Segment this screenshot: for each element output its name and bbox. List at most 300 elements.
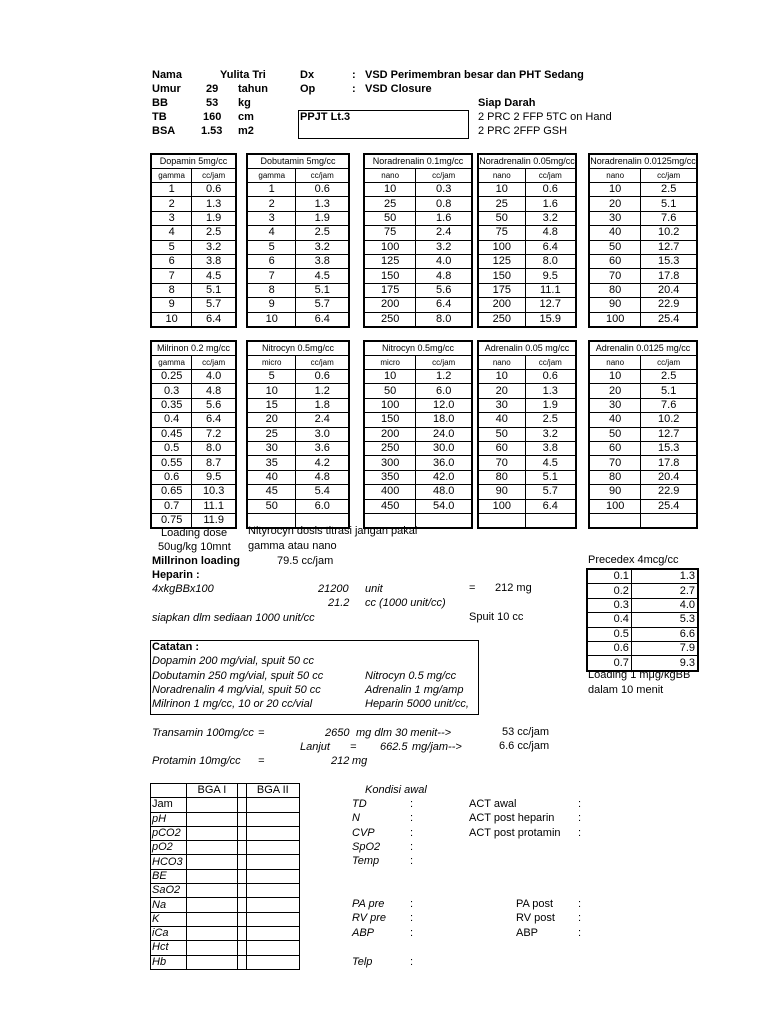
bga-spacer: [237, 826, 246, 840]
dose-cell: 70: [478, 456, 525, 470]
table-row: [364, 413, 472, 427]
protamin-unit: mg: [352, 755, 368, 767]
bga-cell[interactable]: [187, 884, 237, 898]
dose-cell: 100: [478, 240, 525, 254]
precedex-dose: 0.5: [587, 627, 631, 641]
rate-cell: 6.4: [296, 312, 349, 327]
dose-cell: 0.25: [151, 370, 192, 384]
dose-cell: 10: [364, 370, 416, 384]
rate-cell: 2.5: [525, 413, 576, 427]
bga-cell[interactable]: [246, 869, 299, 883]
table-row: [587, 598, 698, 612]
heparin-cc: 21.2: [328, 597, 350, 609]
table-row: [589, 226, 697, 240]
bga-cell[interactable]: [187, 898, 237, 912]
bga-spacer: [237, 898, 246, 912]
rate-cell: 1.2: [416, 370, 472, 384]
dose-cell: 15: [247, 398, 296, 412]
rate-cell: 1.6: [416, 211, 472, 225]
table-row: [589, 211, 697, 225]
dose-cell: [478, 513, 525, 528]
rate-cell: 2.4: [296, 413, 349, 427]
rate-cell: 1.3: [296, 197, 349, 211]
act-label: ACT post heparin: [469, 812, 555, 825]
siapkan-note: siapkan dlm sediaan 1000 unit/cc: [152, 612, 315, 624]
dose-cell: 300: [364, 456, 416, 470]
dose-cell: 3: [151, 211, 192, 225]
dose-cell: 400: [364, 485, 416, 499]
table-row: [151, 499, 236, 513]
bga-cell[interactable]: [246, 855, 299, 869]
rate-cell: 2.4: [416, 226, 472, 240]
precedex-dose: 0.6: [587, 641, 631, 655]
rate-cell: 36.0: [416, 456, 472, 470]
table-row: [151, 912, 300, 926]
rate-cell: 5.7: [296, 298, 349, 312]
tb-unit: cm: [238, 111, 254, 123]
table-row: [589, 398, 697, 412]
table-row: [364, 226, 472, 240]
rate-cell: 5.6: [416, 283, 472, 297]
bga-spacer: [237, 798, 246, 812]
rate-cell: 9.5: [192, 470, 236, 484]
dose-cell: 20: [247, 413, 296, 427]
bga-cell[interactable]: [246, 955, 299, 969]
table-row: [247, 456, 349, 470]
dose-col-header: gamma: [247, 169, 296, 183]
dose-cell: 0.45: [151, 427, 192, 441]
dose-table-title: Adrenalin 0.05 mg/cc: [478, 341, 576, 356]
rate-cell: 4.5: [192, 269, 236, 283]
bga-cell[interactable]: [246, 912, 299, 926]
table-row: [478, 254, 576, 268]
bga-cell[interactable]: [187, 812, 237, 826]
table-row: [247, 398, 349, 412]
bga-param-label: SaO2: [151, 884, 187, 898]
dose-cell: 50: [478, 427, 525, 441]
dose-cell: 5: [247, 240, 296, 254]
bga-spacer: [237, 812, 246, 826]
rate-cell: 1.2: [296, 384, 349, 398]
pa-pre-label: RV pre: [352, 912, 387, 925]
kondisi-param: Temp: [352, 855, 380, 868]
catatan-left-3: Milrinon 1 mg/cc, 10 or 20 cc/vial: [152, 698, 313, 710]
dose-cell: 90: [589, 485, 641, 499]
loading-dose-1: Loading dose: [161, 527, 228, 539]
rate-cell: 1.9: [192, 211, 236, 225]
act-colon: :: [578, 826, 582, 839]
bsa-label: BSA: [152, 125, 176, 137]
rate-cell: 3.0: [296, 427, 349, 441]
bga-cell[interactable]: [187, 941, 237, 955]
table-row: [364, 254, 472, 268]
precedex-rate: 2.7: [631, 584, 698, 598]
table-row: [151, 211, 236, 225]
rate-cell: [416, 513, 472, 528]
rate-cell: 1.6: [525, 197, 576, 211]
dose-cell: 6: [247, 254, 296, 268]
kondisi-colon: :: [410, 840, 414, 853]
dose-table-title: Dobutamin 5mg/cc: [247, 154, 349, 169]
bga-cell[interactable]: [187, 855, 237, 869]
loading-dose-2: 50ug/kg 10mnt: [158, 541, 231, 553]
table-row: [478, 298, 576, 312]
dose-cell: 150: [364, 413, 416, 427]
catatan-right-2: Heparin 5000 unit/cc,: [365, 698, 469, 710]
dose-cell: 250: [364, 312, 416, 327]
rate-cell: 3.2: [192, 240, 236, 254]
table-row: [247, 485, 349, 499]
precedex-dose: 0.3: [587, 598, 631, 612]
dose-cell: 125: [478, 254, 525, 268]
table-row: [364, 211, 472, 225]
precedex-dose: 0.4: [587, 613, 631, 627]
rate-cell: 4.0: [192, 370, 236, 384]
dose-cell: 200: [364, 298, 416, 312]
rate-cell: 4.5: [296, 269, 349, 283]
dose-table-noradrenalin-005: [477, 153, 577, 328]
table-row: [247, 370, 349, 384]
siap-darah-1: 2 PRC 2 FFP 5TC on Hand: [478, 111, 612, 123]
table-row: [151, 441, 236, 455]
dose-table-title: Noradrenalin 0.0125mg/cc: [589, 154, 697, 169]
rate-cell: 0.6: [296, 183, 349, 197]
table-row: [151, 470, 236, 484]
table-row: [151, 298, 236, 312]
rate-cell: 7.2: [192, 427, 236, 441]
table-row: [589, 298, 697, 312]
dose-cell: 50: [364, 384, 416, 398]
dose-cell: 5: [247, 370, 296, 384]
bga-cell[interactable]: [187, 826, 237, 840]
dose-cell: 4: [151, 226, 192, 240]
table-row: [589, 441, 697, 455]
dose-cell: 175: [478, 283, 525, 297]
rate-cell: 1.8: [296, 398, 349, 412]
lanjut-eq: =: [350, 741, 357, 753]
table-row: [364, 485, 472, 499]
table-row: [151, 955, 300, 969]
ward-label: PPJT Lt.3: [300, 111, 351, 123]
lanjut-rate: 6.6 cc/jam: [499, 740, 550, 752]
rate-cell: [525, 513, 576, 528]
rate-cell: 9.5: [525, 269, 576, 283]
rate-cell: 8.0: [192, 441, 236, 455]
pa-post-colon: :: [578, 926, 582, 939]
table-row: [587, 627, 698, 641]
table-row: [364, 312, 472, 327]
dose-cell: 1: [151, 183, 192, 197]
bga-param-label: HCO3: [151, 855, 187, 869]
rate-cell: 2.5: [641, 370, 697, 384]
rate-cell: 4.8: [416, 269, 472, 283]
table-row: [589, 197, 697, 211]
heparin-value: 21200: [318, 583, 349, 595]
dose-cell: 2: [247, 197, 296, 211]
table-row: [589, 370, 697, 384]
precedex-rate: 1.3: [631, 569, 698, 584]
dose-cell: 250: [364, 441, 416, 455]
table-row: [364, 298, 472, 312]
rate-cell: 3.2: [525, 427, 576, 441]
dose-cell: 60: [589, 254, 641, 268]
bga-param-label: iCa: [151, 926, 187, 940]
dose-cell: 60: [478, 441, 525, 455]
rate-cell: 10.2: [641, 226, 697, 240]
catatan-left-2: Noradrenalin 4 mg/vial, spuit 50 cc: [152, 684, 321, 696]
rate-cell: 0.6: [192, 183, 236, 197]
rate-cell: 3.2: [296, 240, 349, 254]
bga-cell[interactable]: [246, 826, 299, 840]
kondisi-param: TD: [352, 798, 367, 810]
table-row: [587, 613, 698, 627]
heparin-cc-unit: cc (1000 unit/cc): [365, 597, 446, 609]
precedex-dose: 0.7: [587, 656, 631, 671]
rate-cell: 5.4: [296, 485, 349, 499]
table-row: [247, 211, 349, 225]
rate-cell: 4.2: [296, 456, 349, 470]
dose-table-nitrocyn-a: [246, 340, 350, 529]
bb-label: BB: [152, 97, 168, 109]
dose-cell: 0.3: [151, 384, 192, 398]
rate-cell: 7.6: [641, 211, 697, 225]
catatan-left-0: Dopamin 200 mg/vial, spuit 50 cc: [152, 655, 315, 667]
dose-cell: 0.55: [151, 456, 192, 470]
table-row: [247, 298, 349, 312]
rate-cell: 1.9: [525, 398, 576, 412]
bga-cell[interactable]: [246, 926, 299, 940]
lanjut-desc: mg/jam-->: [412, 741, 462, 753]
dose-cell: 100: [478, 499, 525, 513]
dose-cell: 150: [478, 269, 525, 283]
bga-spacer: [237, 912, 246, 926]
bsa-value: 1.53: [201, 125, 223, 137]
dose-cell: 40: [478, 413, 525, 427]
bga-spacer: [237, 869, 246, 883]
dose-cell: 90: [589, 298, 641, 312]
pa-post-label: ABP: [516, 926, 539, 939]
dose-cell: 20: [589, 197, 641, 211]
dose-cell: 30: [589, 211, 641, 225]
rate-cell: 1.3: [192, 197, 236, 211]
rate-cell: 5.1: [296, 283, 349, 297]
dose-cell: [589, 513, 641, 528]
table-row: [364, 183, 472, 197]
dose-cell: 250: [478, 312, 525, 327]
rate-cell: 4.0: [416, 254, 472, 268]
table-row: [589, 485, 697, 499]
table-row: [151, 283, 236, 297]
dose-cell: 0.4: [151, 413, 192, 427]
dose-col-header: cc/jam: [296, 356, 349, 370]
rate-cell: 2.5: [296, 226, 349, 240]
dose-cell: 2: [151, 197, 192, 211]
transamin-eq: =: [258, 727, 265, 739]
nama-value: Yulita Tri: [220, 69, 266, 81]
bga-cell[interactable]: [246, 941, 299, 955]
precedex-table: [586, 568, 699, 672]
rate-cell: 3.8: [525, 441, 576, 455]
lanjut-label: Lanjut: [300, 741, 330, 753]
dose-cell: 3: [247, 211, 296, 225]
rate-cell: 11.9: [192, 513, 236, 528]
bga-cell[interactable]: [246, 898, 299, 912]
dose-cell: 10: [364, 183, 416, 197]
dose-col-header: nano: [589, 169, 641, 183]
rate-cell: 15.3: [641, 441, 697, 455]
rate-cell: 4.8: [296, 470, 349, 484]
dose-cell: 100: [364, 240, 416, 254]
table-row: [247, 240, 349, 254]
table-row: [589, 183, 697, 197]
bga-cell[interactable]: [187, 912, 237, 926]
dose-cell: 80: [478, 470, 525, 484]
bga-param-label: pH: [151, 812, 187, 826]
rate-cell: 22.9: [641, 485, 697, 499]
table-row: [151, 826, 300, 840]
rate-cell: 25.4: [641, 499, 697, 513]
bga-cell[interactable]: [187, 798, 237, 812]
table-row: [151, 841, 300, 855]
bga-cell[interactable]: [187, 955, 237, 969]
table-row: [589, 427, 697, 441]
table-row: [478, 240, 576, 254]
rate-cell: 20.4: [641, 283, 697, 297]
transamin-value: 2650: [325, 727, 350, 739]
bga-spacer: [237, 926, 246, 940]
bga-param-label: BE: [151, 869, 187, 883]
dose-col-header: gamma: [151, 356, 192, 370]
dose-cell: 70: [589, 456, 641, 470]
table-row: [151, 456, 236, 470]
siap-darah-label: Siap Darah: [478, 97, 536, 109]
dose-table-noradrenalin-00125: [588, 153, 698, 328]
precedex-rate: 7.9: [631, 641, 698, 655]
table-row: [151, 226, 236, 240]
dose-cell: 50: [478, 211, 525, 225]
bga-param-label: K: [151, 912, 187, 926]
catatan-right-0: Nitrocyn 0.5 mg/cc: [365, 670, 457, 682]
dose-cell: 20: [589, 384, 641, 398]
nitro-note-2: gamma atau nano: [248, 540, 337, 552]
dose-table-adrenalin-00125: [588, 340, 698, 529]
dose-cell: 0.7: [151, 499, 192, 513]
table-row: [151, 197, 236, 211]
dose-cell: 0.75: [151, 513, 192, 528]
table-row: [587, 641, 698, 655]
milrinon-loading-label: Millrinon loading: [152, 555, 240, 567]
dose-col-header: cc/jam: [296, 169, 349, 183]
rate-cell: 0.3: [416, 183, 472, 197]
heparin-equals: =: [469, 582, 476, 594]
rate-cell: 25.4: [641, 312, 697, 327]
bga-cell[interactable]: [187, 869, 237, 883]
dose-table-title: Noradrenalin 0.1mg/cc: [364, 154, 472, 169]
bga-cell[interactable]: [187, 926, 237, 940]
bga-cell[interactable]: [246, 841, 299, 855]
telp-colon: :: [410, 956, 414, 968]
rate-cell: 6.4: [416, 298, 472, 312]
bga-cell[interactable]: [246, 798, 299, 812]
table-row: [247, 283, 349, 297]
dose-cell: 200: [478, 298, 525, 312]
table-row: [247, 254, 349, 268]
rate-cell: 20.4: [641, 470, 697, 484]
rate-cell: 5.7: [192, 298, 236, 312]
table-row: [364, 470, 472, 484]
rate-cell: 1.3: [525, 384, 576, 398]
dose-cell: 50: [589, 427, 641, 441]
dose-cell: 80: [589, 470, 641, 484]
table-row: [478, 370, 576, 384]
table-row: [151, 812, 300, 826]
rate-cell: 5.7: [525, 485, 576, 499]
rate-cell: 5.1: [641, 384, 697, 398]
dose-table-title: Adrenalin 0.0125 mg/cc: [589, 341, 697, 356]
bga-spacer: [237, 784, 246, 798]
dose-cell: 30: [478, 398, 525, 412]
bga-cell[interactable]: [246, 812, 299, 826]
kondisi-param: CVP: [352, 826, 375, 839]
bga-col1-header: BGA I: [187, 784, 237, 798]
precedex-rate: 6.6: [631, 627, 698, 641]
table-row: [151, 898, 300, 912]
table-row: [151, 254, 236, 268]
bga-cell[interactable]: [187, 841, 237, 855]
rate-cell: 10.2: [641, 413, 697, 427]
bga-cell[interactable]: [246, 884, 299, 898]
dose-cell: 50: [364, 211, 416, 225]
table-row: [364, 283, 472, 297]
rate-cell: 5.1: [641, 197, 697, 211]
rate-cell: 5.1: [525, 470, 576, 484]
dose-cell: 25: [247, 427, 296, 441]
transamin-label: Transamin 100mg/cc: [152, 727, 254, 739]
dose-col-header: cc/jam: [192, 169, 236, 183]
transamin-rate: 53 cc/jam: [502, 726, 550, 738]
dx-value: VSD Perimembran besar dan PHT Sedang: [365, 69, 584, 81]
precedex-dose: 0.1: [587, 569, 631, 584]
rate-cell: 4.5: [525, 456, 576, 470]
precedex-rate: 9.3: [631, 656, 698, 671]
dose-col-header: nano: [478, 356, 525, 370]
dose-cell: 125: [364, 254, 416, 268]
dose-col-header: gamma: [151, 169, 192, 183]
protamin-eq: =: [258, 755, 265, 767]
pa-post-label: RV post: [516, 912, 555, 925]
act-label: ACT post protamin: [469, 826, 561, 839]
dose-col-header: nano: [478, 169, 525, 183]
table-row: [364, 384, 472, 398]
dose-col-header: cc/jam: [525, 356, 576, 370]
rate-cell: 7.6: [641, 398, 697, 412]
table-row: [589, 513, 697, 528]
op-colon: :: [352, 83, 356, 95]
rate-cell: 3.2: [525, 211, 576, 225]
rate-cell: 6.4: [192, 312, 236, 327]
kondisi-colon: :: [410, 798, 414, 810]
dose-cell: 0.35: [151, 398, 192, 412]
table-row: [151, 413, 236, 427]
dose-table-title: Nitrocyn 0.5mg/cc: [364, 341, 472, 356]
catatan-left-1: Dobutamin 250 mg/vial, spuit 50 cc: [152, 670, 324, 682]
table-row: [247, 226, 349, 240]
heparin-unit: unit: [365, 583, 383, 595]
rate-cell: [641, 513, 697, 528]
rate-cell: 15.3: [641, 254, 697, 268]
dose-cell: 4: [247, 226, 296, 240]
dose-cell: 6: [151, 254, 192, 268]
